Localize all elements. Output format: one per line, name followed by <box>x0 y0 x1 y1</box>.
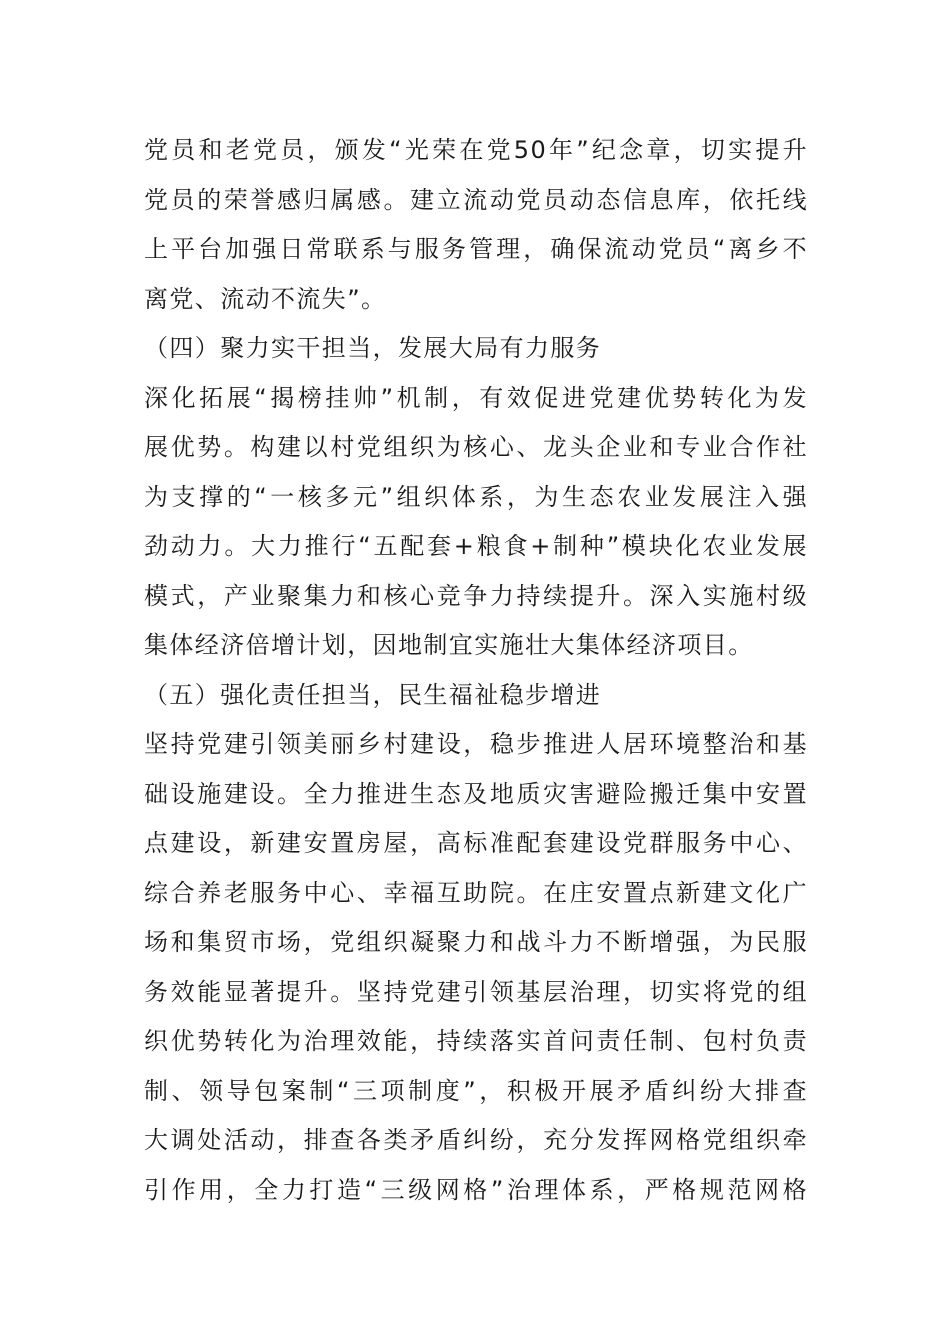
text-line: 党员的荣誉感归属感。建立流动党员动态信息库，依托线 <box>144 185 808 214</box>
text-line: 制、领导包案制“三项制度”，积极开展矛盾纠纷大排查 <box>144 1076 808 1105</box>
section-heading-4: （四）聚力实干担当，发展大局有力服务 <box>144 334 602 362</box>
paragraph-development <box>144 374 808 671</box>
text-line: 展优势。构建以村党组织为核心、龙头企业和专业合作社 <box>144 433 808 461</box>
text-line: 劲动力。大力推行“五配套+粮食+制种”模块化农业发展 <box>144 532 808 560</box>
text-line: 综合养老服务中心、幸福互助院。在庄安置点新建文化广 <box>144 878 808 907</box>
text-line: 上平台加强日常联系与服务管理，确保流动党员“离乡不 <box>144 235 808 263</box>
section-heading-5: （五）强化责任担当，民生福祉稳步增进 <box>144 680 602 709</box>
text-line: 引作用，全力打造“三级网格”治理体系，严格规范网格 <box>144 1175 808 1204</box>
text-line: 大调处活动，排查各类矛盾纠纷，充分发挥网格党组织牵 <box>144 1126 808 1154</box>
paragraph-livelihood <box>144 720 808 1215</box>
text-line: 务效能显著提升。坚持党建引领基层治理，切实将党的组 <box>144 977 808 1006</box>
text-line: 织优势转化为治理效能，持续落实首问责任制、包村负责 <box>144 1027 808 1055</box>
text-line: 集体经济倍增计划，因地制宜实施壮大集体经济项目。 <box>144 631 754 659</box>
text-line: 点建设，新建安置房屋，高标准配套建设党群服务中心、 <box>144 829 808 857</box>
text-line: 场和集贸市场，党组织凝聚力和战斗力不断增强，为民服 <box>144 928 808 956</box>
text-line: 坚持党建引领美丽乡村建设，稳步推进人居环境整治和基 <box>144 730 808 758</box>
text-line: 离党、流动不流失”。 <box>144 284 387 313</box>
document-page <box>144 126 808 1215</box>
text-line: 础设施建设。全力推进生态及地质灾害避险搬迁集中安置 <box>144 779 808 808</box>
text-line: 党员和老党员，颁发“光荣在党50年”纪念章，切实提升 <box>144 136 808 164</box>
text-line: 深化拓展“揭榜挂帅”机制，有效促进党建优势转化为发 <box>144 383 808 412</box>
text-line: 模式，产业聚集力和核心竞争力持续提升。深入实施村级 <box>144 581 808 610</box>
text-line: 为支撑的“一核多元”组织体系，为生态农业发展注入强 <box>144 482 808 511</box>
paragraph-honors <box>144 126 808 324</box>
